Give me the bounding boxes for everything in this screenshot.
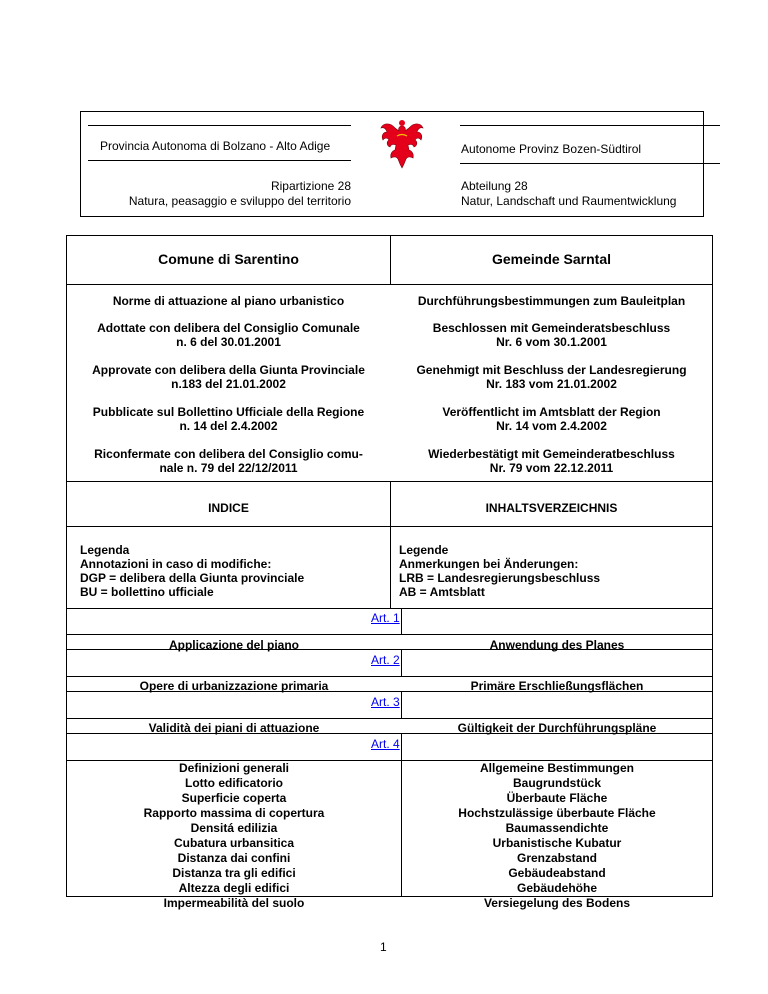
table-rule [67,634,712,635]
title-de: Durchführungsbestimmungen zum Bauleitplan [417,294,686,308]
adopted-de: Beschlossen mit Gemeinderatsbeschluss Nr. 6 vom 30.1.2001 [432,321,671,349]
adopted-it: Adottate con delibera del Consiglio Comunale n. 6 del 30.01.2001 [97,321,360,349]
rule [460,125,720,126]
column-divider [401,609,402,635]
rule [460,163,720,164]
document-table [66,235,713,910]
article-3-link[interactable]: Art. 3 [371,695,400,709]
article-3-de: Gültigkeit der Durchführungspläne [457,721,657,735]
article-2-de: Primäre Erschließungsflächen [470,679,644,693]
article-2-it: Opere di urbanizzazione primaria [139,679,329,693]
column-divider [401,649,402,677]
article-4-it: Definizioni generali Lotto edificatorio Superficie coperta Rapporto massima di copertura Densitá edilizia Cubatura urbansitica Distanza dai confini Distanza tra gli edifici Altezza degli edifici Impermeabilità del suolo [143,761,325,910]
article-3-it: Validità dei piani di attuazione [148,721,320,735]
rule [88,160,351,161]
page-number: 1 [380,940,387,954]
article-4-de: Allgemeine Bestimmungen Baugrundstück Überbaute Fläche Hochstzulässige überbaute Fläche Baumassendichte Urbanistische Kubatur Grenzabstand Gebäudeabstand Gebäudehöhe Versiegelung des Bodens [458,761,656,910]
table-rule [67,676,712,677]
eagle-coat-of-arms-icon [378,116,426,172]
left-org-title: Provincia Autonoma di Bolzano - Alto Adige [100,139,331,153]
municipality-it: Comune di Sarentino [158,251,299,267]
column-divider [401,691,402,719]
index-heading-it: INDICE [208,501,249,515]
approved-it: Approvate con delibera della Giunta Provinciale n.183 del 21.01.2002 [92,363,365,391]
right-dept-number: Abteilung 28 [461,179,528,193]
published-de: Veröffentlicht im Amtsblatt der Region Nr. 14 vom 2.4.2002 [442,405,661,433]
index-heading-de: INHALTSVERZEICHNIS [485,501,618,515]
legend-it: Legenda Annotazioni in caso di modifiche: DGP = delibera della Giunta provinciale BU = bollettino ufficiale [80,543,305,599]
title-it: Norme di attuazione al piano urbanistico [112,294,345,308]
municipality-de: Gemeinde Sarntal [491,251,612,267]
right-dept-name: Natur, Landschaft und Raumentwicklung [461,194,677,208]
article-2-link[interactable]: Art. 2 [371,653,400,667]
reconfirmed-it: Riconfermate con delibera del Consiglio comu- nale n. 79 del 22/12/2011 [94,447,363,475]
legend-de: Legende Anmerkungen bei Änderungen: LRB = Landesregierungsbeschluss AB = Amtsblatt [399,543,601,599]
approved-de: Genehmigt mit Beschluss der Landesregierung Nr. 183 vom 21.01.2002 [416,363,687,391]
left-dept-name: Natura, peasaggio e sviluppo del territorio [128,194,351,208]
right-org-title: Autonome Provinz Bozen-Südtirol [461,142,642,156]
rule [88,125,351,126]
table-rule [67,718,712,719]
article-1-link[interactable]: Art. 1 [371,611,400,625]
left-dept-number: Ripartizione 28 [270,179,351,193]
published-it: Pubblicate sul Bollettino Ufficiale della Regione n. 14 del 2.4.2002 [92,405,365,433]
column-divider [401,733,402,761]
article-1-it: Applicazione del piano [168,638,299,652]
letterhead [80,111,704,217]
article-1-de: Anwendung des Planes [489,638,625,652]
article-4-link[interactable]: Art. 4 [371,737,400,751]
table-rule [67,284,712,285]
reconfirmed-de: Wiederbestätigt mit Gemeinderatbeschluss Nr. 79 vom 22.12.2011 [428,447,675,475]
